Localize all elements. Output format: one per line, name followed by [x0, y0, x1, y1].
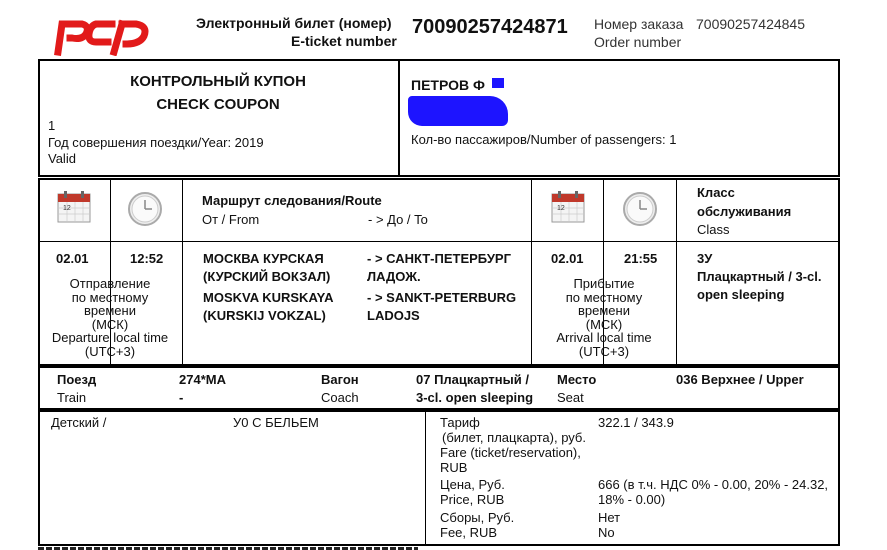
fare-label-1: Тариф [440, 415, 480, 430]
price-label-2: Price, RUB [440, 492, 505, 507]
departure-caption-6: (UTC+3) [84, 343, 136, 359]
seat-label-en: Seat [557, 390, 584, 405]
calendar-icon [551, 190, 587, 224]
fare-label-3: Fare (ticket/reservation), [440, 445, 581, 460]
coach-value-1: 07 Плацкартный / [416, 372, 529, 387]
departure-caption-5: Departure local time [51, 330, 169, 345]
eticket-label-ru: Электронный билет (номер) [196, 15, 392, 31]
seat-value: 036 Верхнее / Upper [676, 372, 804, 387]
arrival-caption-1: Прибытие [573, 276, 635, 291]
fare-label-2: (билет, плацкарта), руб. [442, 430, 586, 445]
fare-value: 322.1 / 343.9 [598, 415, 674, 430]
to-station-en-2: LADOJS [367, 308, 420, 323]
child-label: Детский / [51, 415, 107, 430]
col-div-5 [676, 179, 677, 365]
train-label-en: Train [57, 390, 87, 405]
price-label [440, 477, 505, 507]
class-desc-ru: Плацкартный / 3-cl. [697, 269, 822, 284]
seat-label-ru: Место [557, 372, 597, 387]
fee-value [598, 510, 620, 540]
to-station-ru-2: ЛАДОЖ. [367, 269, 421, 284]
order-number: 70090257424845 [696, 16, 806, 32]
fee-value-2: No [598, 525, 615, 540]
train-label-ru: Поезд [57, 372, 97, 387]
departure-date: 02.01 [56, 251, 89, 266]
fare-label-4: RUB [440, 460, 468, 475]
arrival-caption-6: (UTC+3) [578, 343, 630, 359]
price-value-1: 666 (в т.ч. НДС 0% - 0.00, 20% - 24.32, [598, 477, 829, 492]
calendar-icon [57, 190, 93, 224]
clock-icon [127, 191, 163, 227]
fee-label [440, 510, 514, 540]
price-value-2: 18% - 0.00) [598, 492, 666, 507]
coupon-title-en: CHECK COUPON [156, 96, 280, 113]
redaction-block [408, 96, 508, 126]
class-desc-en: open sleeping [697, 287, 785, 302]
fee-label-1: Сборы, Руб. [440, 510, 515, 525]
to-station-en-1: - > SANKT-PETERBURG [367, 290, 517, 305]
coupon-title-ru: КОНТРОЛЬНЫЙ КУПОН [130, 73, 306, 90]
departure-caption-2: по местному [71, 289, 149, 305]
arrival-caption-4: (МСК) [585, 316, 623, 332]
coupon-divider [398, 60, 400, 176]
eticket-number: 70090257424871 [412, 16, 568, 38]
arrival-time: 21:55 [624, 251, 658, 266]
clock-icon [622, 191, 658, 227]
passenger-name: ПЕТРОВ Ф [411, 77, 485, 93]
price-label-1: Цена, Руб. [440, 477, 505, 492]
departure-caption-3: времени [84, 303, 136, 318]
arrival-caption-3: времени [578, 303, 630, 318]
eticket-label-en: E-ticket number [291, 33, 397, 49]
passenger-count: Кол-во пассажиров/Number of passengers: 1 [411, 132, 677, 147]
logo-text [52, 14, 53, 15]
fee-value-1: Нет [598, 510, 621, 525]
validity: Valid [48, 151, 76, 166]
redaction-mark [492, 78, 504, 88]
col-div-2 [182, 179, 183, 365]
order-label-ru: Номер заказа [594, 16, 684, 32]
fee-label-2: Fee, RUB [440, 525, 498, 540]
departure-caption [40, 277, 180, 358]
departure-time: 12:52 [130, 251, 164, 266]
service-code: У0 С БЕЛЬЕМ [233, 415, 319, 430]
price-value [598, 477, 828, 507]
coupon-index: 1 [48, 118, 56, 133]
coach-label-ru: Вагон [321, 372, 359, 387]
train-dash: - [179, 390, 184, 405]
from-station-en-1: MOSKVA KURSKAYA [203, 290, 334, 305]
departure-caption-1: Отправление [69, 276, 151, 291]
to-label: - > До / To [368, 212, 428, 227]
coach-value-2: 3-cl. open sleeping [416, 390, 534, 405]
year-line: Год совершения поездки/Year: 2019 [48, 135, 264, 150]
arrival-caption-5: Arrival local time [556, 330, 652, 345]
class-code: 3У [697, 251, 713, 266]
departure-caption-4: (МСК) [91, 316, 129, 332]
class-label-en: Class [697, 222, 730, 237]
class-label-ru-2: обслуживания [697, 204, 792, 219]
from-station-en-2: (KURSKIJ VOKZAL) [203, 308, 326, 323]
coach-label-en: Coach [321, 390, 359, 405]
tariff-divider [425, 411, 426, 545]
from-station-ru-2: (КУРСКИЙ ВОКЗАЛ) [203, 269, 331, 284]
order-label-en: Order number [594, 34, 682, 50]
fare-label [440, 415, 586, 475]
arrival-caption-2: по местному [565, 289, 643, 305]
arrival-date: 02.01 [551, 251, 584, 266]
from-label: От / From [202, 212, 260, 227]
train-number: 274*МА [179, 372, 226, 387]
rzd-logo [52, 14, 152, 56]
from-station-ru-1: МОСКВА КУРСКАЯ [203, 251, 324, 266]
route-label: Маршрут следования/Route [202, 193, 382, 208]
calendar-day: 12 [557, 205, 565, 212]
arrival-caption [533, 277, 675, 358]
route-header-divider [39, 241, 839, 242]
calendar-day: 12 [63, 205, 71, 212]
col-div-3 [531, 179, 532, 365]
class-label-ru-1: Класс [697, 185, 735, 200]
to-station-ru-1: - > САНКТ-ПЕТЕРБУРГ [367, 251, 511, 266]
